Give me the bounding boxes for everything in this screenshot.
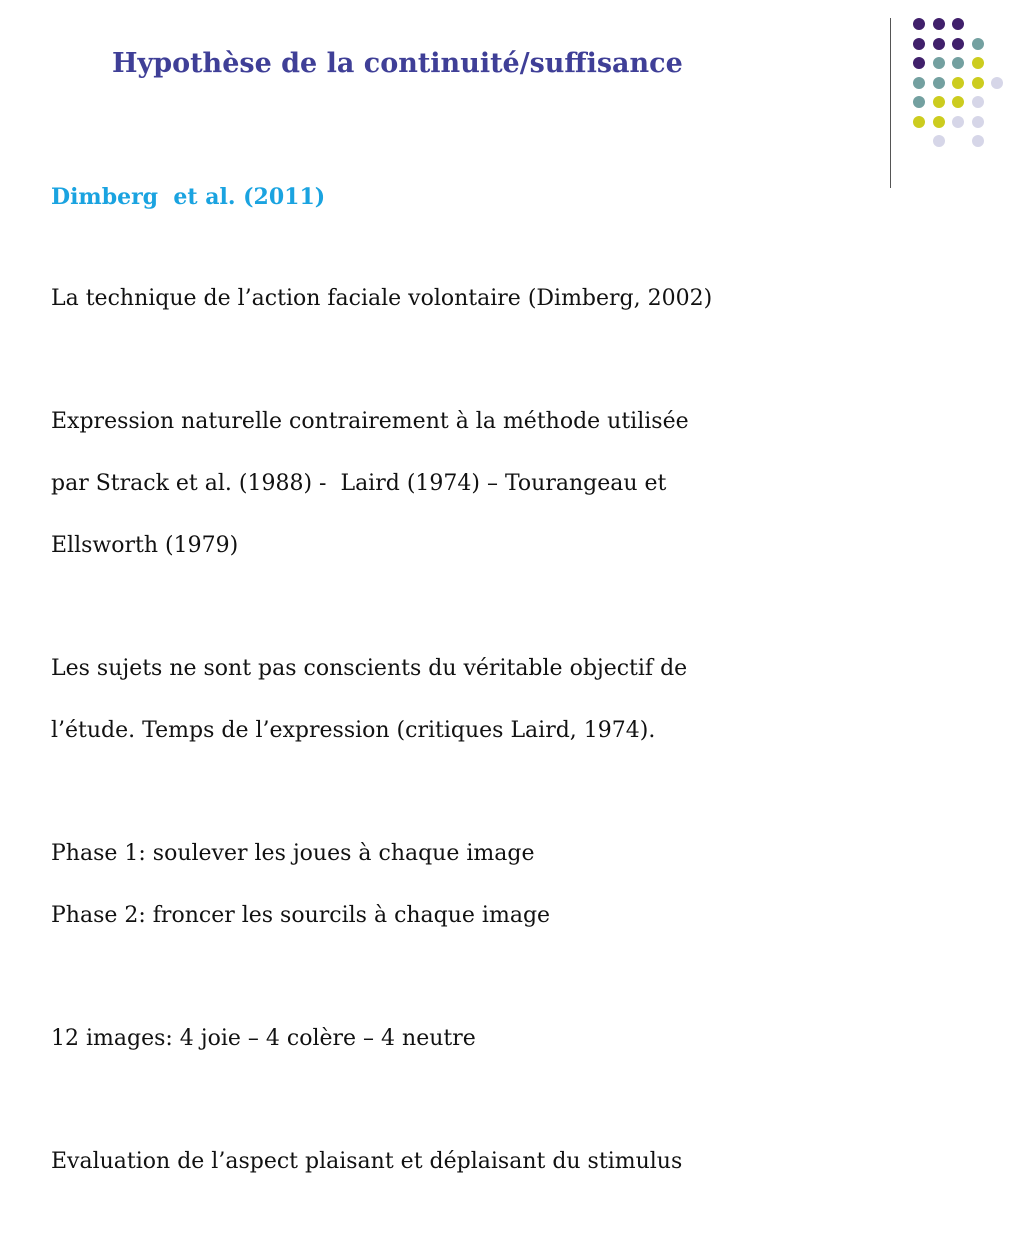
paragraph bbox=[51, 992, 871, 1085]
slide-title: Hypothèse de la continuité/suffisance bbox=[112, 48, 683, 79]
text-line: Evaluation de l’aspect plaisant et déplaisant du stimulus bbox=[51, 1149, 683, 1174]
decorative-dot bbox=[913, 96, 925, 108]
decorative-dot bbox=[913, 77, 925, 89]
decorative-dot bbox=[933, 18, 945, 30]
text-line: Phase 2: froncer les sourcils à chaque image bbox=[51, 903, 551, 928]
decorative-dot bbox=[933, 77, 945, 89]
decorative-dot bbox=[952, 116, 964, 128]
text-line: Ellsworth (1979) bbox=[51, 533, 239, 558]
decorative-dot bbox=[972, 77, 984, 89]
decorative-dot bbox=[972, 38, 984, 50]
decorative-dot bbox=[952, 18, 964, 30]
decorative-dot bbox=[952, 96, 964, 108]
slide-body bbox=[51, 252, 871, 1238]
decorative-dot bbox=[991, 77, 1003, 89]
decorative-dot bbox=[972, 57, 984, 69]
decorative-dot bbox=[933, 116, 945, 128]
decorative-dot bbox=[913, 18, 925, 30]
paragraph bbox=[51, 375, 871, 592]
divider-line bbox=[890, 18, 891, 188]
decorative-dot bbox=[952, 57, 964, 69]
slide-subtitle: Dimberg et al. (2011) bbox=[51, 184, 326, 210]
decorative-dot bbox=[913, 57, 925, 69]
paragraph bbox=[51, 807, 871, 962]
decorative-dot bbox=[913, 38, 925, 50]
decorative-dot bbox=[952, 38, 964, 50]
decorative-dot bbox=[972, 116, 984, 128]
text-line: par Strack et al. (1988) - Laird (1974) – Tourangeau et bbox=[51, 471, 667, 496]
paragraph bbox=[51, 622, 871, 777]
text-line: Expression naturelle contrairement à la méthode utilisée bbox=[51, 409, 689, 434]
decorative-dot bbox=[933, 57, 945, 69]
decorative-dot bbox=[952, 77, 964, 89]
text-line: Phase 1: soulever les joues à chaque image bbox=[51, 841, 535, 866]
decorative-dot bbox=[972, 96, 984, 108]
text-line: La technique de l’action faciale volontaire (Dimberg, 2002) bbox=[51, 286, 713, 311]
decorative-dot bbox=[933, 38, 945, 50]
decorative-dot bbox=[972, 135, 984, 147]
paragraph bbox=[51, 252, 871, 345]
text-line: l’étude. Temps de l’expression (critiques Laird, 1974). bbox=[51, 718, 656, 743]
text-line: Les sujets ne sont pas conscients du véritable objectif de bbox=[51, 656, 688, 681]
decorative-dot bbox=[933, 96, 945, 108]
decorative-dot bbox=[933, 135, 945, 147]
text-line: 12 images: 4 joie – 4 colère – 4 neutre bbox=[51, 1026, 476, 1051]
paragraph bbox=[51, 1115, 871, 1208]
decorative-dot bbox=[913, 116, 925, 128]
